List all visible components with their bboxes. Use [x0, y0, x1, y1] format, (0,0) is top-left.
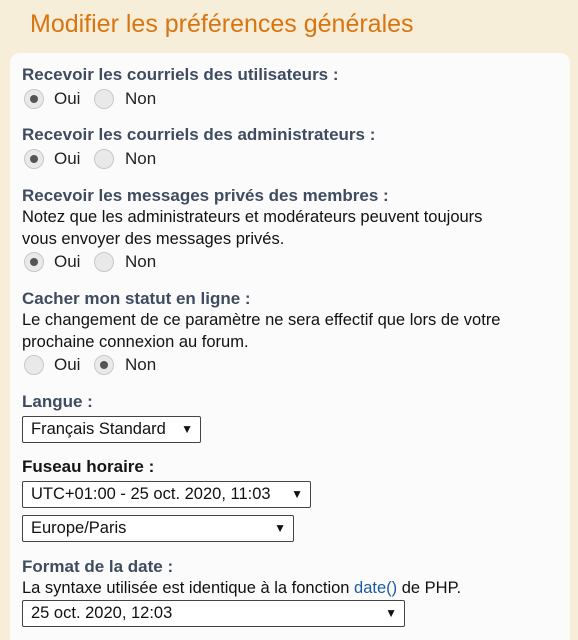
user-emails-yes-label[interactable]: Oui [54, 89, 81, 108]
hide-online-explain-line1: Le changement de ce paramètre ne sera effectif que lors de votre [22, 311, 501, 329]
language-setting [22, 392, 201, 443]
admin-emails-yes-radio[interactable] [24, 149, 44, 169]
hide-online-no-label[interactable]: Non [125, 355, 157, 374]
date-function-link[interactable]: date() [354, 579, 398, 597]
date-format-setting [22, 557, 461, 627]
private-messages-setting [22, 186, 482, 278]
date-format-explain [22, 577, 461, 599]
private-messages-no-radio[interactable] [94, 252, 114, 272]
page-title: Modifier les préférences générales [30, 10, 414, 38]
admin-emails-no-radio[interactable] [94, 149, 114, 169]
admin-emails-setting [22, 125, 375, 175]
timezone-label: Fuseau horaire : [22, 457, 155, 476]
language-label: Langue : [22, 392, 93, 411]
user-emails-label: Recevoir les courriels des utilisateurs : [22, 65, 339, 84]
admin-emails-yes-label[interactable]: Oui [54, 149, 81, 168]
hide-online-label: Cacher mon statut en ligne : [22, 289, 251, 308]
private-messages-radio-group [22, 250, 482, 278]
admin-emails-radio-group [22, 147, 375, 175]
chevron-down-icon: ▼ [181, 422, 193, 436]
timezone-zone-value: Europe/Paris [31, 519, 127, 537]
user-emails-yes-radio[interactable] [24, 89, 44, 109]
private-messages-label: Recevoir les messages privés des membres : [22, 186, 389, 205]
language-select[interactable] [22, 416, 201, 443]
user-emails-no-label[interactable]: Non [125, 89, 157, 108]
date-format-value: 25 oct. 2020, 12:03 [31, 604, 173, 622]
hide-online-radio-group [22, 353, 500, 381]
private-messages-explain-line1: Notez que les administrateurs et modérateurs peuvent toujours [22, 208, 483, 226]
admin-emails-no-label[interactable]: Non [125, 149, 157, 168]
hide-online-yes-label[interactable]: Oui [54, 355, 81, 374]
hide-online-explain-line2: prochaine connexion au forum. [22, 333, 249, 351]
hide-online-yes-radio[interactable] [24, 355, 44, 375]
timezone-zone-select[interactable] [22, 515, 294, 542]
timezone-offset-value: UTC+01:00 - 25 oct. 2020, 11:03 [31, 485, 271, 503]
hide-online-no-radio[interactable] [94, 355, 114, 375]
private-messages-yes-radio[interactable] [24, 252, 44, 272]
timezone-setting [22, 457, 311, 542]
user-emails-radio-group [22, 87, 339, 115]
chevron-down-icon: ▼ [385, 606, 397, 620]
chevron-down-icon: ▼ [274, 521, 286, 535]
admin-emails-label: Recevoir les courriels des administrateurs : [22, 125, 376, 144]
timezone-offset-select[interactable] [22, 481, 311, 508]
private-messages-explain-line2: vous envoyer des messages privés. [22, 230, 285, 248]
hide-online-setting [22, 289, 500, 381]
date-format-explain-after: de PHP. [397, 579, 462, 597]
date-format-label: Format de la date : [22, 557, 174, 576]
chevron-down-icon: ▼ [291, 487, 303, 501]
date-format-explain-before: La syntaxe utilisée est identique à la fonction [22, 579, 355, 597]
language-select-value: Français Standard [31, 420, 166, 438]
private-messages-yes-label[interactable]: Oui [54, 252, 81, 271]
private-messages-no-label[interactable]: Non [125, 252, 157, 271]
date-format-select[interactable] [22, 600, 405, 627]
user-emails-setting [22, 65, 339, 115]
user-emails-no-radio[interactable] [94, 89, 114, 109]
